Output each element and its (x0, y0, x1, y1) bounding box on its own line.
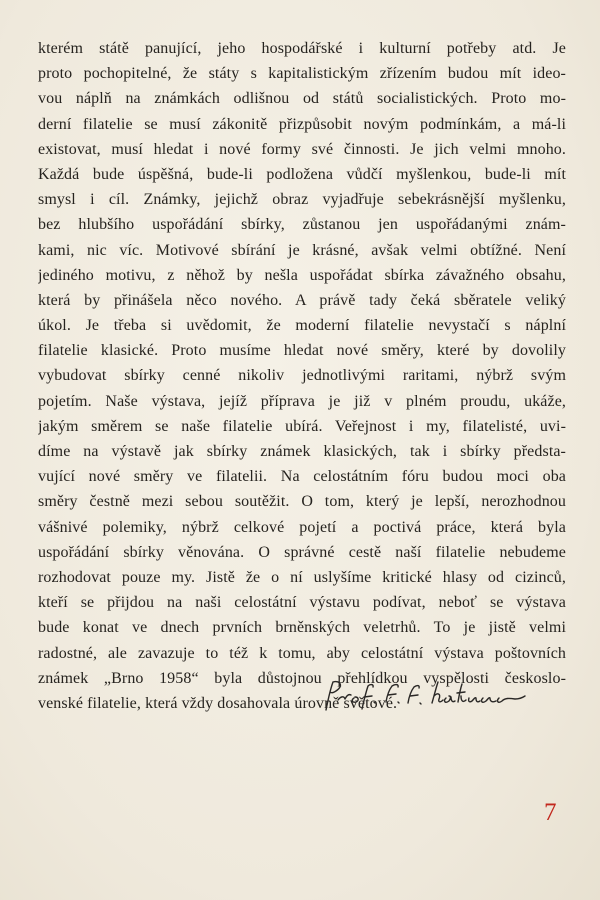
handwritten-signature (320, 676, 530, 716)
text-line: vující nové směry ve filatelii. Na celostátním fóru budou moci oba (38, 468, 566, 486)
text-line: existovat, musí hledat i nové formy své činnosti. Je jich velmi mnoho. (38, 140, 566, 158)
text-line: bude konat ve dnech prvních brněnských veletrhů. To je jistě velmi (38, 619, 566, 637)
text-line: smysl i cíl. Známky, jejichž obraz vyjadřuje sebekrásnější myšlenku, (38, 191, 566, 209)
text-line: derní filatelie se musí zákonitě přizpůsobit novým podmínkám, a má-li (38, 115, 566, 133)
text-line: směry čestně mezi sebou soutěžit. O tom, který je lepší, nerozhodnou (38, 493, 566, 511)
text-line: uspořádání sbírky věnována. O správné cestě naší filatelie nebudeme (38, 543, 566, 561)
text-line: vybudovat sbírky cenné nikoliv jednotlivými raritami, nýbrž svým (38, 367, 566, 385)
text-line: radostné, ale zavazuje to též k tomu, aby celostátní výstava poštovních (38, 644, 566, 662)
text-line: rozhodovat pouze my. Jistě že o ní uslyšíme kritické hlasy od cizinců, (38, 568, 566, 586)
text-line: kami, nic víc. Motivové sbírání je krásné, avšak velmi obtížné. Není (38, 241, 566, 259)
text-line: vou náplň na známkách odlišnou od států socialistických. Proto mo- (38, 90, 566, 108)
text-line: jakým směrem se naše filatelie ubírá. Veřejnost i my, filatelisté, uvi- (38, 417, 566, 435)
text-line: jediného motivu, z něhož by nešla uspořádat sbírka závažného obsahu, (38, 266, 566, 284)
page-number: 7 (544, 799, 557, 826)
text-line: proto pochopitelné, že státy s kapitalistickým zřízením budou mít ideo- (38, 65, 566, 83)
text-line: kterém státě panující, jeho hospodářské i kulturní potřeby atd. Je (38, 40, 566, 57)
text-line: bez hlubšího uspořádání sbírky, zůstanou jen uspořádanými znám- (38, 216, 566, 234)
text-line: známek „Brno 1958“ byla důstojnou přehlídkou vyspělosti českoslo- (38, 669, 566, 687)
body-text (38, 36, 566, 716)
text-line: kteří se přijdou na naši celostátní výstavu podívat, neboť se výstava (38, 594, 566, 612)
text-line: pojetím. Naše výstava, jejíž příprava je již v plném proudu, ukáže, (38, 392, 566, 410)
text-line: díme na výstavě jak sbírky známek klasických, tak i sbírky předsta- (38, 443, 566, 460)
text-line: Každá bude úspěšná, bude-li podložena vůdčí myšlenkou, bude-li mít (38, 165, 566, 183)
text-line: vášnivé polemiky, nýbrž celkové pojetí a poctivá práce, která byla (38, 518, 566, 536)
text-line: která by přinášela něco nového. A právě tady čeká sběratele veliký (38, 291, 566, 309)
text-line: úkol. Je třeba si uvědomit, že moderní filatelie nevystačí s náplní (38, 317, 566, 335)
text-line: venské filatelie, která vždy dosahovala úrovně světové. (38, 694, 398, 712)
text-line: filatelie klasické. Proto musíme hledat nové směry, které by dovolily (38, 342, 566, 360)
